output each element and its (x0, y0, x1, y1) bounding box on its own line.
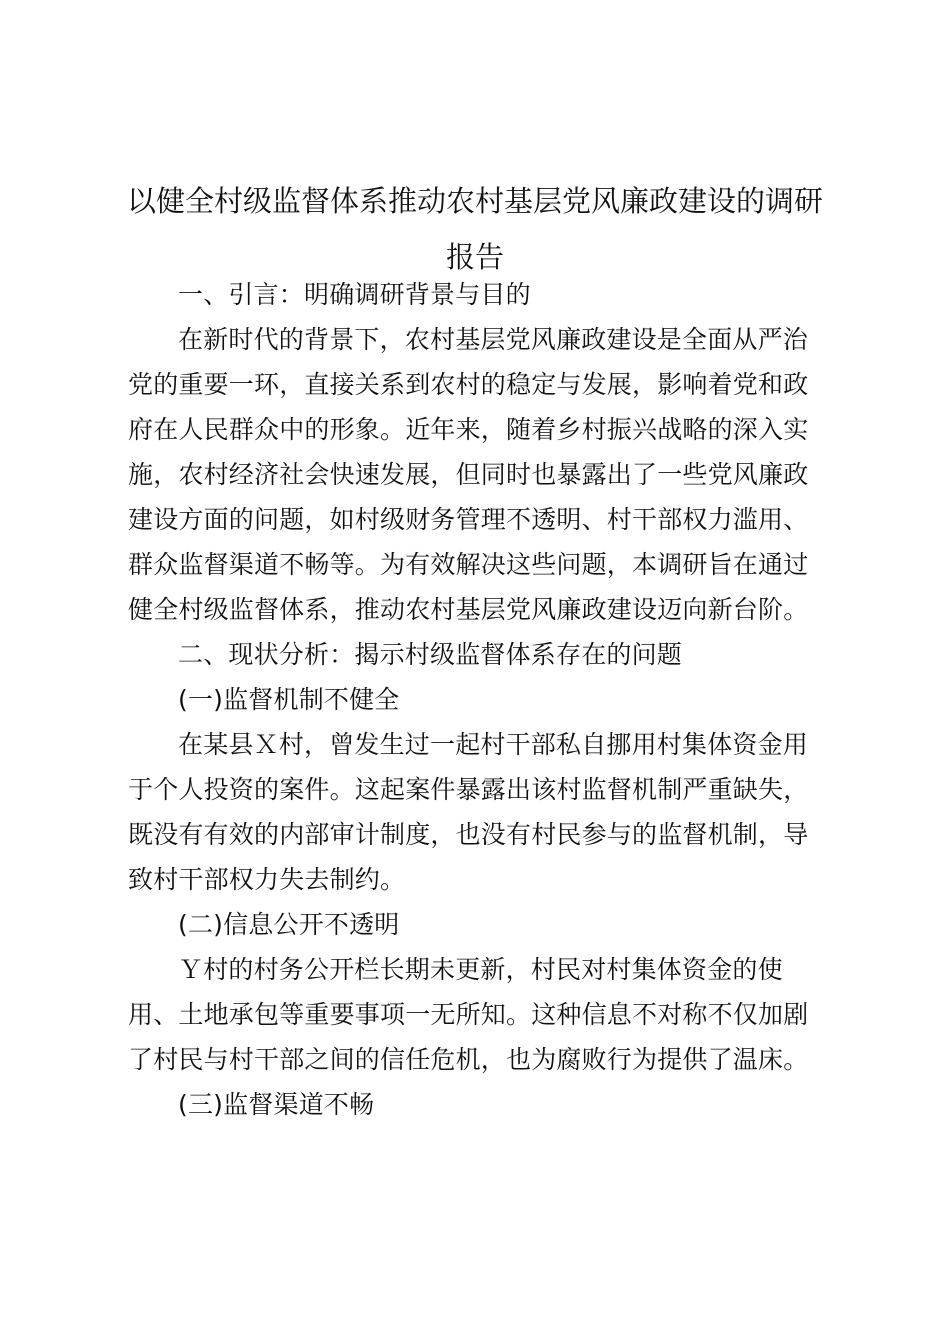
para-line: 于个人投资的案件。这起案件暴露出该村监督机制严重缺失， (128, 775, 809, 804)
para-line: 群众监督渠道不畅等。为有效解决这些问题，本调研旨在通过 (128, 550, 809, 579)
para-line: 在新时代的背景下，农村基层党风廉政建设是全面从严治 (178, 325, 809, 354)
para-line: 建设方面的问题，如村级财务管理不透明、村干部权力滥用、 (128, 505, 809, 534)
para-line: 了村民与村干部之间的信任危机，也为腐败行为提供了温床。 (128, 1045, 809, 1074)
para-line: Ｙ村的村务公开栏长期未更新，村民对村集体资金的使 (178, 955, 783, 984)
para-line: 既没有有效的内部审计制度，也没有村民参与的监督机制，导 (128, 820, 809, 849)
title-line-1: 以健全村级监督体系推动农村基层党风廉政建设的调研 (126, 184, 823, 218)
para-line: 健全村级监督体系，推动农村基层党风廉政建设迈向新台阶。 (128, 595, 809, 624)
para-line: 用、土地承包等重要事项一无所知。这种信息不对称不仅加剧 (128, 1000, 809, 1029)
subsection-1-heading: (一)监督机制不健全 (178, 685, 400, 714)
para-line: 施，农村经济社会快速发展，但同时也暴露出了一些党风廉政 (128, 460, 809, 489)
para-line: 致村干部权力失去制约。 (128, 865, 406, 894)
subsection-2-heading: (二)信息公开不透明 (178, 910, 400, 939)
document-body (128, 272, 828, 1127)
para-line: 在某县Ｘ村，曾发生过一起村干部私自挪用村集体资金用 (178, 730, 809, 759)
subsection-2-paragraph (128, 947, 828, 1082)
section-1-paragraph (128, 317, 828, 632)
para-line: 府在人民群众中的形象。近年来，随着乡村振兴战略的深入实 (128, 415, 809, 444)
section-2-heading: 二、现状分析：揭示村级监督体系存在的问题 (178, 640, 683, 669)
section-1-heading: 一、引言：明确调研背景与目的 (178, 280, 531, 309)
document-title (120, 173, 830, 285)
subsection-1-paragraph (128, 722, 828, 902)
subsection-3-heading: (三)监督渠道不畅 (178, 1090, 375, 1119)
para-line: 党的重要一环，直接关系到农村的稳定与发展，影响着党和政 (128, 370, 809, 399)
title-line-2: 报告 (445, 240, 504, 274)
